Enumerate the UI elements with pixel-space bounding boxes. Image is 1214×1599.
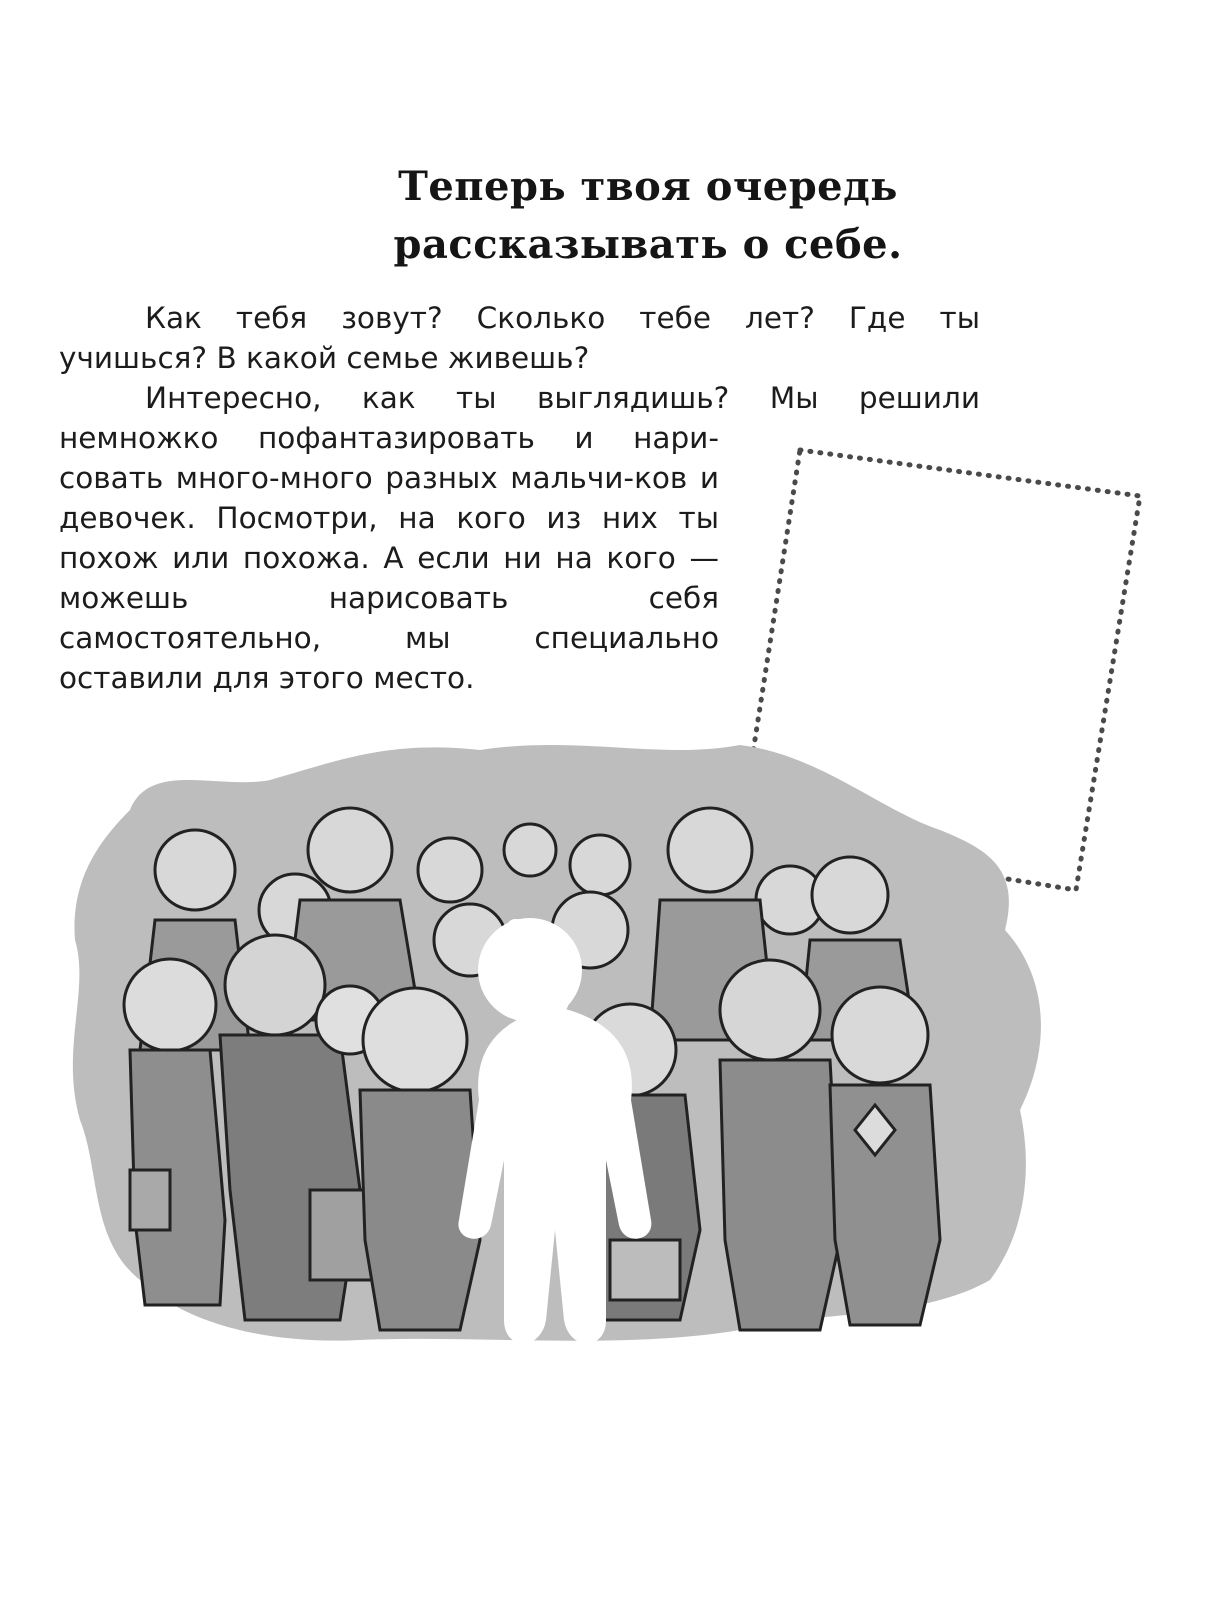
children-crowd-illustration [60, 720, 1080, 1390]
paragraph-2-rest: немножко пофантазировать и нари-совать много-много разных мальчи-ков и девочек. Посмотри, на кого из них ты похож или похожа. А если ни на кого — можешь нарисовать себя самостоятельно, мы специально оставили для этого место. [59, 421, 719, 695]
heading-line-1: Теперь твоя очередь [398, 163, 898, 210]
paragraph-1-line-1: Как тебя зовут? Сколько тебе лет? Где ты [145, 301, 980, 335]
paragraph-1 [59, 298, 980, 378]
page-heading [0, 158, 1214, 274]
paragraph-1-line-2: учишься? В какой семье живешь? [59, 341, 590, 375]
heading-line-2: рассказывать о себе. [393, 221, 903, 268]
paragraph-2-line-1: Интересно, как ты выглядишь? Мы решили [145, 381, 980, 415]
